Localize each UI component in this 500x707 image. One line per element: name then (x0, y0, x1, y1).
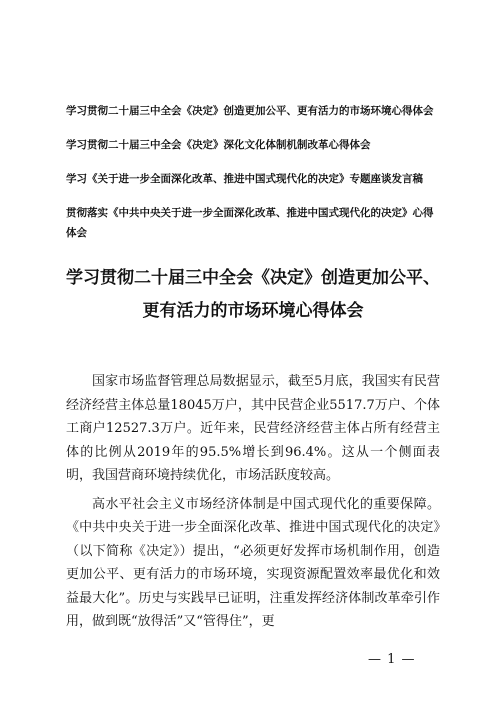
paragraph-1: 国家市场监督管理总局数据显示，截至5月底，我国实有民营经济经营主体总量18045万户，其中民营企业5517.7万户、个体工商户12527.3万户。近年来，民营经济经营主体占所有经营主体的比例从2019年的95.5%增长到96.4%。这从一个侧面表明，我国营商环境持续优化，市场活跃度较高。 (66, 374, 440, 483)
table-of-contents (66, 101, 440, 257)
article-title: 学习贯彻二十届三中全会《决定》创造更加公平、更有活力的市场环境心得体会 (66, 268, 440, 321)
toc-item-2[interactable]: 学习贯彻二十届三中全会《决定》深化文化体制机制改革心得体会 (66, 139, 371, 151)
paragraph-2: 高水平社会主义市场经济体制是中国式现代化的重要保障。《中共中央关于进一步全面深化改革、推进中国式现代化的决定》（以下简称《决定》）提出，“必须更好发挥市场机制作用，创造更加公平、更有活力的市场环境，实现资源配置效率最优化和效益最大化”。历史与实践早已证明，注重发挥经济体制改革牵引作用，做到既“放得活”又“管得住”，更 (66, 496, 440, 629)
toc-item-4[interactable]: 贯彻落实《中共中央关于进一步全面深化改革、推进中国式现代化的决定》心得体会 (66, 207, 434, 239)
toc-item-3[interactable]: 学习《关于进一步全面深化改革、推进中国式现代化的决定》专题座谈发言稿 (66, 173, 423, 185)
page-number: — 1 — (368, 652, 416, 667)
toc-item-1[interactable]: 学习贯彻二十届三中全会《决定》创造更加公平、更有活力的市场环境心得体会 (66, 105, 434, 117)
article-body (66, 370, 440, 639)
